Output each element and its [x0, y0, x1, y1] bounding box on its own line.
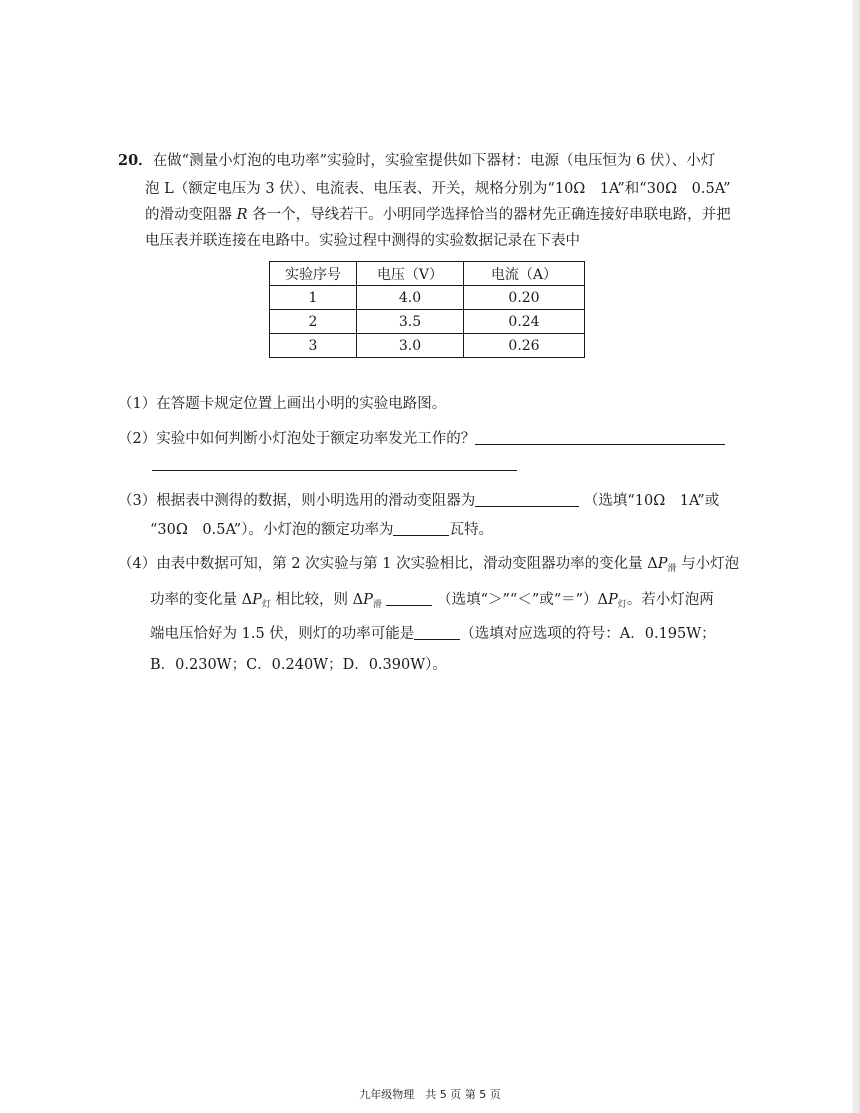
table-row — [270, 286, 585, 310]
cell-current: 0.20 — [464, 286, 585, 310]
part-3-text-c: “30Ω 0.5A”）。小灯泡的额定功率为 — [150, 522, 394, 538]
part-4-text-f: 。若小灯泡两 — [626, 592, 714, 608]
question-text-4: 电压表并联连接在电路中。实验过程中测得的实验数据记录在下表中 — [145, 233, 580, 249]
page-footer: 九年级物理 共 5 页 第 5 页 — [359, 1088, 501, 1101]
page-edge — [852, 0, 860, 1113]
power-symbol: P — [657, 556, 668, 572]
question-text-3a: 的滑动变阻器 — [145, 207, 232, 223]
part-3-text-a: （3）根据表中测得的数据，则小明选用的滑动变阻器为 — [118, 493, 476, 509]
subscript-hua: 滑 — [372, 600, 382, 610]
part-2-text: （2）实验中如何判断小灯泡处于额定功率发光工作的？ — [118, 431, 476, 447]
cell-current: 0.24 — [464, 310, 585, 334]
part-3-text-b: （选填“10Ω 1A”或 — [583, 493, 720, 509]
table-row — [270, 334, 585, 358]
answer-blank[interactable] — [414, 623, 460, 640]
cell-voltage: 3.0 — [357, 334, 464, 358]
question-text-2: 泡 L（额定电压为 3 伏）、电流表、电压表、开关，规格分别为“10Ω 1A”和“30Ω 0.5A” — [145, 181, 731, 197]
part-4-text-e: （选填“＞”“＜”或“＝”）Δ — [437, 592, 609, 608]
power-symbol: P — [252, 592, 262, 608]
answer-line[interactable] — [152, 470, 517, 471]
answer-blank[interactable] — [393, 519, 449, 536]
part-4-line-1 — [118, 554, 739, 579]
part-4-line-4 — [150, 655, 447, 675]
part-4-text-g: 端电压恰好为 1.5 伏，则灯的功率可能是 — [150, 626, 415, 642]
resistor-symbol: R — [236, 207, 248, 223]
question-line-3 — [145, 205, 731, 225]
part-4-text-a: （4）由表中数据可知，第 2 次实验与第 1 次实验相比，滑动变阻器功率的变化量 Δ — [118, 556, 658, 572]
part-3-line-2 — [150, 519, 493, 540]
data-table — [269, 261, 585, 358]
part-4-text-i: B．0.230W；C．0.240W；D．0.390W）。 — [150, 657, 447, 673]
part-4-text-h: （选填对应选项的符号：A．0.195W； — [460, 626, 716, 642]
part-4-text-d: 相比较，则 Δ — [275, 592, 364, 608]
cell-current: 0.26 — [464, 334, 585, 358]
question-text-1: 在做“测量小灯泡的电功率”实验时，实验室提供如下器材：电源（电压恒为 6 伏）、小灯 — [152, 153, 716, 169]
subscript-hua: 滑 — [667, 564, 677, 574]
question-line-2 — [145, 179, 731, 199]
question-line-4 — [145, 231, 580, 251]
part-4-text-c: 功率的变化量 Δ — [150, 592, 253, 608]
subscript-deng: 灯 — [617, 600, 627, 610]
cell-voltage: 4.0 — [357, 286, 464, 310]
cell-voltage: 3.5 — [357, 310, 464, 334]
answer-blank[interactable] — [475, 428, 725, 445]
cell-trial: 1 — [270, 286, 357, 310]
part-4-line-3 — [150, 623, 716, 644]
part-3-text-d: 瓦特。 — [449, 522, 493, 538]
header-trial: 实验序号 — [270, 262, 357, 286]
part-2 — [118, 428, 725, 449]
question-line-1 — [118, 151, 715, 171]
cell-trial: 2 — [270, 310, 357, 334]
part-4-text-b: 与小灯泡 — [681, 556, 740, 572]
part-1-text: （1）在答题卡规定位置上画出小明的实验电路图。 — [118, 396, 447, 412]
answer-blank[interactable] — [475, 490, 579, 507]
header-current: 电流（A） — [464, 262, 585, 286]
power-symbol: P — [608, 592, 618, 608]
power-symbol: P — [363, 592, 373, 608]
table-row — [270, 310, 585, 334]
part-1 — [118, 394, 446, 414]
part-3-line-1 — [118, 490, 719, 511]
part-4-line-2 — [150, 589, 714, 615]
subscript-deng: 灯 — [261, 600, 271, 610]
header-voltage: 电压（V） — [357, 262, 464, 286]
table-header-row — [270, 262, 585, 286]
question-text-3b: 各一个，导线若干。小明同学选择恰当的器材先正确连接好串联电路，并把 — [252, 207, 731, 223]
cell-trial: 3 — [270, 334, 357, 358]
question-number: 20． — [118, 152, 153, 169]
answer-blank[interactable] — [386, 589, 432, 606]
